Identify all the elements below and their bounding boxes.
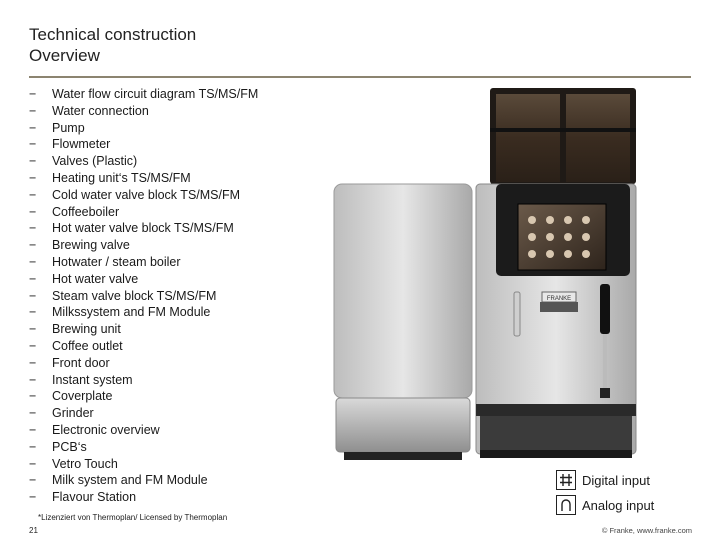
bullet-dash: − <box>29 221 37 236</box>
bullet-dash: − <box>29 372 37 387</box>
topic-label: Instant system <box>52 372 133 387</box>
title-line-2: Overview <box>29 46 100 65</box>
topic-label: Coffeeboiler <box>52 204 120 219</box>
topic-label: Heating unit‘s TS/MS/FM <box>52 170 191 185</box>
topic-item[interactable] <box>29 388 258 405</box>
bullet-dash: − <box>29 305 37 320</box>
bullet-dash: − <box>29 154 37 169</box>
bullet-dash: − <box>29 204 37 219</box>
topic-label: Steam valve block TS/MS/FM <box>52 288 217 303</box>
topic-item[interactable] <box>29 422 258 439</box>
topic-item[interactable] <box>29 170 258 187</box>
topic-item[interactable] <box>29 120 258 137</box>
arch-icon <box>556 495 576 515</box>
topic-label: Flowmeter <box>52 137 111 152</box>
topic-item[interactable] <box>29 237 258 254</box>
topic-item[interactable] <box>29 136 258 153</box>
topic-item[interactable] <box>29 254 258 271</box>
topic-item[interactable] <box>29 439 258 456</box>
topic-item[interactable] <box>29 220 258 237</box>
topic-item[interactable] <box>29 321 258 338</box>
topic-item[interactable] <box>29 86 258 103</box>
topic-label: Pump <box>52 120 85 135</box>
bullet-dash: − <box>29 338 37 353</box>
topic-label: Hot water valve block TS/MS/FM <box>52 221 234 236</box>
topic-item[interactable] <box>29 456 258 473</box>
topic-item[interactable] <box>29 271 258 288</box>
topic-label: Hot water valve <box>52 271 139 286</box>
topic-label: Milk system and FM Module <box>52 473 208 488</box>
topic-item[interactable] <box>29 405 258 422</box>
topic-label: Grinder <box>52 406 94 421</box>
topic-item[interactable] <box>29 338 258 355</box>
topic-item[interactable] <box>29 204 258 221</box>
topic-item[interactable] <box>29 355 258 372</box>
bullet-dash: − <box>29 120 37 135</box>
legend-analog <box>556 495 654 515</box>
topic-label: Milkssystem and FM Module <box>52 305 211 320</box>
topic-item[interactable] <box>29 304 258 321</box>
legend-analog-label: Analog input <box>582 497 655 513</box>
topic-item[interactable] <box>29 103 258 120</box>
topic-label: Water flow circuit diagram TS/MS/FM <box>52 87 259 101</box>
brand-label: FRANKE <box>546 296 572 302</box>
topic-list <box>29 86 258 506</box>
topic-label: Cold water valve block TS/MS/FM <box>52 187 241 202</box>
topic-item[interactable] <box>29 153 258 170</box>
footnote: *Lizenziert von Thermoplan/ Licensed by Thermoplan <box>38 513 228 522</box>
topic-item[interactable] <box>29 372 258 389</box>
bullet-dash: − <box>29 406 37 421</box>
title-line-1: Technical construction <box>29 25 197 44</box>
bullet-dash: − <box>29 422 37 437</box>
bullet-dash: − <box>29 254 37 269</box>
legend-digital-label: Digital input <box>582 472 650 488</box>
bullet-dash: − <box>29 490 37 505</box>
bullet-dash: − <box>29 170 37 185</box>
bullet-dash: − <box>29 439 37 454</box>
topic-label: Hotwater / steam boiler <box>52 254 181 269</box>
topic-item[interactable] <box>29 472 258 489</box>
bullet-dash: − <box>29 473 37 488</box>
topic-item[interactable] <box>29 288 258 305</box>
bullet-dash: − <box>29 288 37 303</box>
topic-label: Water connection <box>52 103 149 118</box>
topic-label: PCB‘s <box>52 439 87 454</box>
bullet-dash: − <box>29 355 37 370</box>
topic-label: Vetro Touch <box>52 456 118 471</box>
bullet-dash: − <box>29 103 37 118</box>
topic-item[interactable] <box>29 187 258 204</box>
legend-digital <box>556 470 650 490</box>
bullet-dash: − <box>29 238 37 253</box>
topic-label: Electronic overview <box>52 422 160 437</box>
page-title <box>29 24 196 66</box>
title-divider <box>29 76 691 78</box>
bullet-dash: − <box>29 389 37 404</box>
topic-label: Coffee outlet <box>52 338 123 353</box>
bullet-dash: − <box>29 456 37 471</box>
bullet-dash: − <box>29 137 37 152</box>
topic-label: Valves (Plastic) <box>52 154 138 169</box>
copyright: © Franke, www.franke.com <box>601 526 692 535</box>
topic-item[interactable] <box>29 489 258 506</box>
topic-label: Front door <box>52 355 110 370</box>
page-number: 21 <box>29 526 38 535</box>
topic-label: Brewing valve <box>52 238 130 253</box>
coffee-machine-image <box>330 86 640 466</box>
bullet-dash: − <box>29 187 37 202</box>
topic-label: Flavour Station <box>52 490 137 505</box>
topic-label: Brewing unit <box>52 322 121 337</box>
topic-label: Coverplate <box>52 389 113 404</box>
bullet-dash: − <box>29 87 37 101</box>
hash-icon <box>556 470 576 490</box>
bullet-dash: − <box>29 322 37 337</box>
bullet-dash: − <box>29 271 37 286</box>
